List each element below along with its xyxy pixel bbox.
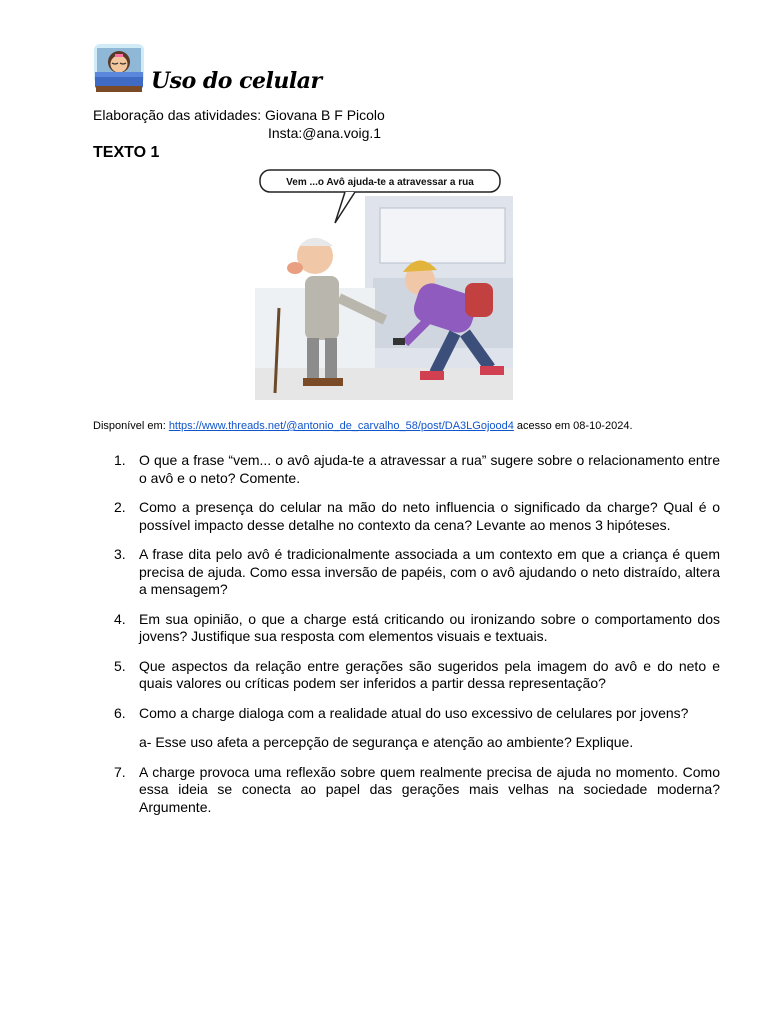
question-item (114, 763, 720, 817)
question-text: Que aspectos da relação entre gerações são sugeridos pela imagem do avô e do neto e quais valores ou críticas podem ser inferidos a partir dessa representação? (139, 657, 720, 691)
author-instagram: Insta:@ana.voig.1 (268, 125, 382, 141)
source-citation (93, 420, 633, 432)
question-list (93, 452, 720, 828)
author-credit: Elaboração das atividades: Giovana B F Picolo (93, 107, 385, 123)
question-item (114, 546, 720, 599)
question-item (114, 499, 720, 534)
question-text: Como a presença do celular na mão do neto influencia o significado da charge? Qual é o possível impacto desse detalhe no contexto da cena? Levante ao menos 3 hipóteses. (139, 499, 720, 533)
question-number: 5. (114, 657, 126, 674)
question-item (114, 452, 720, 487)
question-text: Em sua opinião, o que a charge está criticando ou ironizando sobre o comportamento dos jovens? Justifique sua resposta com elementos visuais e textuais. (139, 610, 720, 644)
question-number: 1. (114, 452, 126, 468)
question-number: 4. (114, 610, 126, 627)
question-text: O que a frase “vem... o avô ajuda-te a atravessar a rua” sugere sobre o relacionamento entre o avô e o neto? Comente. (139, 452, 720, 486)
question-item (114, 704, 720, 752)
question-item (114, 657, 720, 693)
question-item (114, 610, 720, 646)
question-text: A charge provoca uma reflexão sobre quem realmente precisa de ajuda no momento. Como essa ideia se conecta ao papel das gerações mais velhas na sociedade moderna? Argumente. (139, 763, 720, 815)
page-title: Uso do celular (151, 68, 322, 94)
question-number: 6. (114, 704, 126, 721)
sub-question-text: a- Esse uso afeta a percepção de segurança e atenção ao ambiente? Explique. (139, 734, 634, 750)
speech-text: Vem ...o Avô ajuda-te a atravessar a rua (286, 177, 474, 188)
question-number: 2. (114, 499, 126, 515)
question-text: A frase dita pelo avô é tradicionalmente associada a um contexto em que a criança é quem precisa de ajuda. Como essa inversão de papéis, com o avô ajudando o neto distraído, altera a mensagem? (139, 546, 720, 597)
source-suffix: acesso em 08-10-2024. (513, 420, 633, 432)
question-number: 7. (114, 763, 126, 780)
section-heading: TEXTO 1 (93, 144, 160, 161)
woman-in-bed-icon (93, 42, 145, 94)
source-prefix: Disponível em: (93, 420, 169, 432)
document-header (93, 42, 322, 94)
cartoon-image (255, 168, 513, 400)
question-number: 3. (114, 546, 126, 562)
source-link[interactable]: https://www.threads.net/@antonio_de_carvalho_58/post/DA3LGojood4 (168, 420, 514, 432)
question-text: Como a charge dialoga com a realidade atual do uso excessivo de celulares por jovens? (139, 704, 689, 721)
